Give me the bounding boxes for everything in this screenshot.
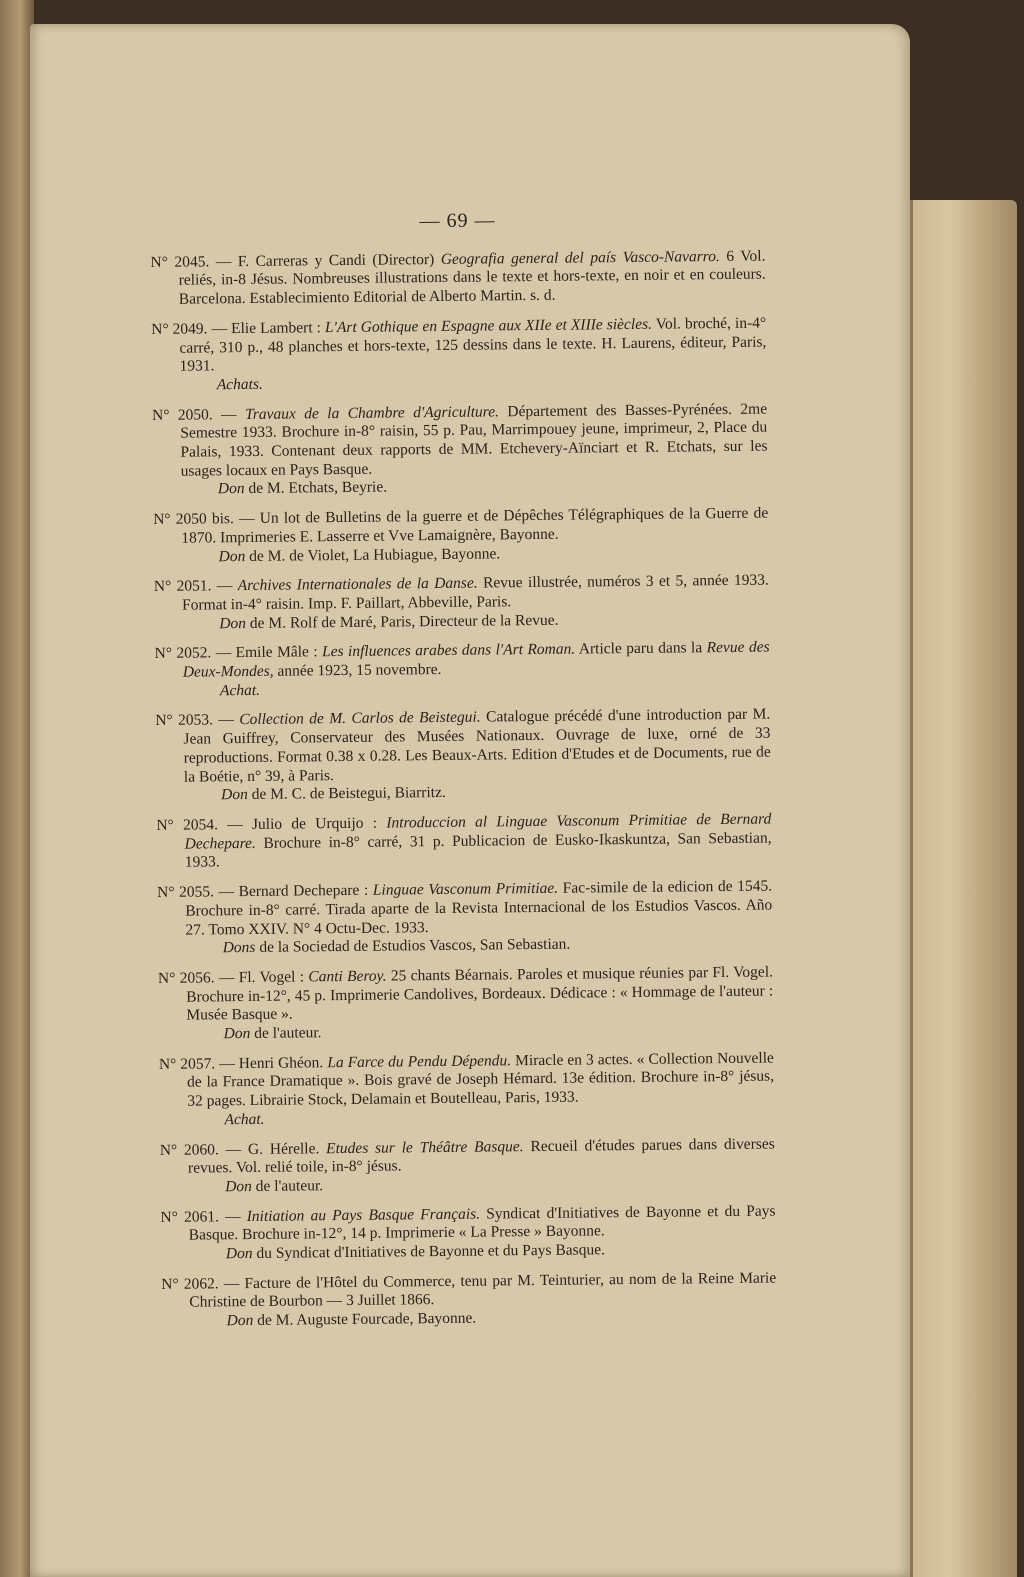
entry-text: Miracle en 3 actes. « Collection Nouvelle de la France Dramatique ». Bois gravé de Joseph Hémard. 13e édition. Brochure in-8° jésus, 32 pages. Librairie Stock, Delamain et Boutelleau, Paris, 1933. — [186, 1049, 775, 1110]
entry-title: Initiation au Pays Basque Français. — [246, 1205, 481, 1225]
entry-text: — Fl. Vogel : — [214, 968, 309, 987]
entry-number: N° 2057. — [158, 1055, 216, 1073]
entry-text: Recueil d'études parues dans diverses revues. Vol. relié toile, in-8° jésus. — [187, 1135, 775, 1177]
entry-text: 6 Vol. reliés, in-8 Jésus. Nombreuses illustrations dans le texte et hors-texte, en noir et en couleurs. Barcelona. Establecimiento Editorial de Alberto Martin. s. d. — [178, 247, 766, 308]
entry-text: Revue illustrée, numéros 3 et 5, année 1933. Format in-4° raisin. Imp. F. Paillart, Abbeville, Paris. — [181, 571, 769, 614]
entry-description — [150, 247, 766, 310]
acquisition-donor: de l'auteur. — [250, 1024, 322, 1043]
entry-description — [151, 314, 767, 377]
entry-title: Collection de M. Carlos de Beistegui. — [239, 709, 481, 729]
entry-number: N° 2050 bis. — [153, 510, 234, 529]
acquisition-label: Don — [225, 1245, 253, 1263]
entry-number: N° 2045. — [150, 253, 210, 271]
acquisition-donor: de l'auteur. — [251, 1177, 324, 1195]
acquisition-donor: de M. de Violet, La Hubiague, Bayonne. — [245, 544, 501, 565]
entry-text: Article paru dans la — [575, 639, 707, 658]
catalogue-entry — [155, 639, 771, 702]
catalogue-entry — [154, 572, 770, 635]
page-edge-strips — [905, 200, 1017, 1577]
page-number: — 69 — — [419, 209, 496, 233]
entry-description — [154, 572, 769, 616]
entry-text: Syndicat d'Initiatives de Bayonne et du Pays Basque. Brochure in-12°, 14 p. Imprimerie « La Presse » Bayonne. — [188, 1202, 776, 1244]
catalogue-entry — [151, 314, 767, 395]
entry-description — [157, 878, 773, 941]
acquisition-donor: de la Sociedad de Estudios Vascos, San Sebastian. — [255, 935, 571, 957]
acquisition-label: Don — [226, 1312, 254, 1330]
entry-title: Linguae Vasconum Primitiae. — [372, 879, 559, 899]
entry-number: N° 2060. — [159, 1140, 219, 1159]
page-content — [150, 209, 777, 1343]
acquisition-label: Don — [219, 614, 247, 632]
catalogue-entry — [160, 1202, 776, 1265]
entry-text: Vol. broché, in-4° carré, 310 p., 48 planches et hors-texte, 125 dessins dans le texte. H. Laurens, éditeur, Paris, 1931. — [179, 314, 767, 375]
entry-number: N° 2051. — [153, 577, 212, 596]
entry-number: N° 2061. — [160, 1207, 220, 1226]
entry-text: — — [218, 1207, 247, 1225]
entry-title: Travaux de la Chambre d'Agriculture. — [244, 402, 500, 423]
entry-number: N° 2056. — [157, 969, 215, 987]
catalogue-entry — [155, 706, 771, 806]
entry-text: — Un lot de Bulletins de la guerre et de Dépêches Télégraphiques de la Guerre de 1870. Imprimeries E. Lasserre et Vve Lamaignère, Bayonne. — [181, 504, 769, 547]
entry-text: Catalogue précédé d'une introduction par M. Jean Guiffrey, Conservateur des Musées Nationaux. Ouvrage de luxe, orné de 33 reproductions. Format 0.38 x 0.28. Les Beaux-Arts. Edition d'Etudes et de Documents, rue de la Boétie, n° 39, à Paris. — [183, 706, 771, 786]
entry-title: Canti Beroy. — [308, 967, 387, 986]
entry-title: L'Art Gothique en Espagne aux XIIe et XIIIe siècles. — [324, 315, 653, 336]
acquisition-label: Achats. — [216, 375, 263, 394]
entry-title: Les influences arabes dans l'Art Roman. — [321, 640, 576, 661]
entry-text: — Julio de Urquijo : — [217, 814, 387, 834]
entry-text: Brochure in-8° carré, 31 p. Publicacion de Eusko-Ikaskuntza, San Sebastian, 1933. — [184, 829, 772, 872]
entry-text: Fac-simile de la edicion de 1545. Brochure in-8° carré. Tirada aparte de la Revista Internacional de los Estudios Vascos. Año 27. Tomo XXIV. N° 4 Octu-Dec. 1933. — [185, 877, 773, 939]
entry-text: — Emile Mâle : — [211, 643, 323, 662]
catalogue-entry — [160, 1135, 776, 1198]
acquisition-label: Don — [223, 1025, 251, 1043]
entry-text: — G. Hérelle. — [218, 1139, 327, 1158]
catalogue-entry — [157, 878, 773, 959]
acquisition-donor: du Syndicat d'Initiatives de Bayonne et du Pays Basque. — [252, 1241, 606, 1263]
entry-text: — F. Carreras y Candi (Director) — [209, 250, 441, 271]
acquisition-donor: de M. Etchats, Beyrie. — [244, 478, 388, 498]
acquisition-label: Don — [217, 480, 245, 498]
catalogue-entry — [161, 1269, 777, 1332]
catalogue-entry — [159, 1049, 775, 1130]
acquisition-label: Achat. — [224, 1110, 265, 1129]
entry-description — [160, 1135, 775, 1179]
catalogue-entry — [150, 247, 766, 310]
entry-description — [161, 1269, 776, 1313]
catalogue-entry — [156, 811, 772, 874]
catalogue-entries — [150, 247, 776, 1332]
acquisition-donor: de M. Auguste Fourcade, Bayonne. — [253, 1309, 477, 1330]
entry-description — [155, 639, 770, 683]
entry-text: — — [212, 711, 240, 729]
catalogue-entry — [158, 963, 774, 1044]
entry-description — [160, 1202, 775, 1246]
acquisition-label: Don — [218, 547, 246, 565]
entry-text: — Henri Ghéon. — [215, 1053, 328, 1073]
entry-description — [155, 706, 771, 787]
entry-text: — — [211, 577, 238, 595]
entry-number: N° 2050. — [152, 405, 213, 424]
acquisition-donor: de M. Rolf de Maré, Paris, Directeur de la Revue. — [245, 611, 559, 632]
entry-number: N° 2062. — [161, 1275, 219, 1293]
acquisition-label: Don — [220, 786, 248, 804]
entry-title: Archives Internationales de la Danse. — [237, 574, 478, 595]
entry-description — [159, 1049, 775, 1112]
entry-text: — Bernard Dechepare : — [213, 881, 373, 901]
entry-text: — Elie Lambert : — [207, 318, 326, 338]
entry-title: Introduccion al Linguae Vasconum Primitiae de Bernard Dechepare. — [184, 810, 772, 853]
catalogue-entry — [152, 400, 768, 500]
entry-number: N° 2053. — [155, 711, 214, 730]
entry-title: La Farce du Pendu Dépendu. — [327, 1051, 512, 1071]
entry-description — [153, 505, 768, 549]
entry-title: Revue des Deux-Mondes, — [182, 638, 770, 681]
entry-text: — Facture de l'Hôtel du Commerce, tenu par M. Teinturier, au nom de la Reine Marie Christine de Bourbon — 3 Juillet 1866. — [189, 1269, 777, 1312]
acquisition-label: Achat. — [219, 681, 261, 700]
entry-text: 25 chants Béarnais. Paroles et musique réunies par Fl. Vogel. Brochure in-12°, 45 p. Imprimerie Candolives, Bordeaux. Dédicace : « Hommage de l'auteur : Musée Basque ». — [186, 963, 774, 1024]
entry-text: Département des Basses-Pyrénées. 2me Semestre 1933. Brochure in-8° raisin, 55 p. Pau, Marrimpouey jeune, imprimeur, 2, Place du Palais, 1933. Contenant deux rapports de MM. Etchevery-Aïnciart et R. Etchats, sur les usages locaux en Pays Basque. — [180, 400, 768, 480]
entry-description — [152, 400, 768, 481]
entry-text: — — [212, 405, 246, 423]
acquisition-donor: de M. C. de Beistegui, Biarritz. — [247, 784, 446, 804]
entry-number: N° 2054. — [156, 816, 219, 834]
entry-title: Etudes sur le Théâtre Basque. — [326, 1137, 524, 1157]
entry-description — [158, 963, 774, 1026]
entry-description — [156, 811, 772, 874]
catalogue-entry — [153, 505, 769, 568]
acquisition-label: Dons — [222, 939, 256, 957]
entry-text: année 1923, 15 novembre. — [273, 661, 442, 680]
entry-title: Geografia general del país Vasco-Navarro. — [440, 247, 720, 268]
entry-number: N° 2049. — [151, 320, 208, 338]
entry-number: N° 2052. — [154, 644, 212, 663]
entry-number: N° 2055. — [157, 883, 215, 902]
left-page-edge — [0, 0, 34, 1577]
acquisition-label: Don — [225, 1177, 252, 1196]
